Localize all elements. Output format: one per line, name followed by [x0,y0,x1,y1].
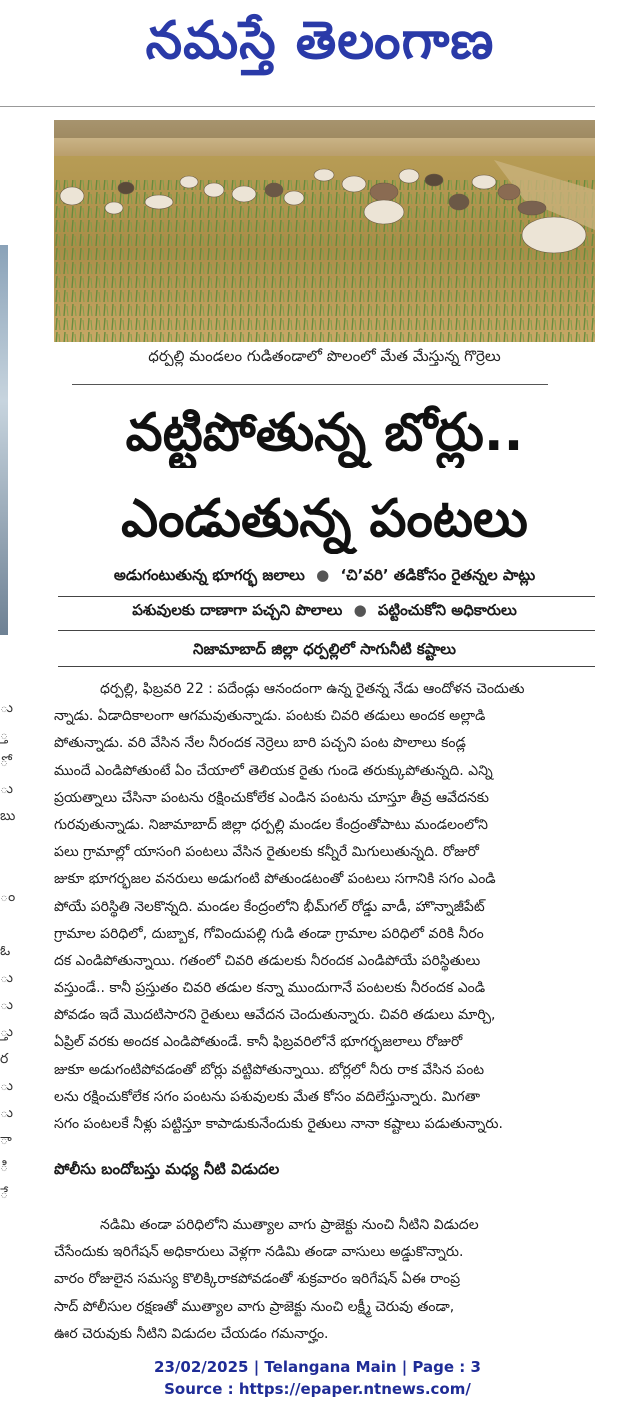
body-line: గురవుతున్నాడు. నిజామాబాద్ జిల్లా ధర్పల్లి మండల కేంద్రంతోపాటు మండలంలోని [54,816,488,833]
body-line: దక ఎండిపోతున్నాయి. గతంలో చివరి తడులకు నీరందక ఎండిపోయే పరిస్థితులు [54,952,481,969]
column-fragment: ో [0,754,9,770]
page-footer [0,1356,635,1400]
column-fragment: ా [0,1132,12,1148]
body-line: వస్తుండే.. కానీ ప్రస్తుతం చివరి తడుల కన్నా ముందుగానే పంటలకు నీరందక ఎండి [54,980,486,997]
column-fragment [0,916,12,943]
column-fragment: ు [0,1078,13,1094]
column-fragment: ు [0,1105,13,1121]
article-body [54,676,595,1138]
column-fragment: ి [0,1159,9,1175]
body-line: ముందే ఎండిపోతుంటే ఏం చేయాలో తెలియక రైతు గుండె తరుక్కుపోతున్నది. ఎన్ని [54,762,493,779]
article-photo [54,120,595,342]
body-line: పోయే పరిస్థితి నెలకొన్నది. మండల కేంద్రంలోని భీమ్‌గల్ రోడ్డు వాడీ, హొన్నాజీపేట్ [54,898,485,915]
subheading-row-2 [54,601,595,623]
body-line: చేసేందుకు ఇరిగేషన్ అధికారులు వెళ్లగా నడిమి తండా వాసులు అడ్డుకొన్నారు. [54,1244,464,1261]
body-line: ఊర చెరువుకు నీటిని విడుదల చేయడం గమనార్హం. [54,1325,329,1342]
bullet: ● [353,601,367,619]
body-line: ఏప్రిల్ వరకు అందక ఎండిపోతుండే. కానీ ఫిబ్రవరిలోనే భూగర్భజలాలు రోజురో [54,1034,463,1051]
masthead [0,0,635,100]
column-fragment: ు [0,781,13,797]
subheading-2a: పశువులకు దాణాగా పచ్చని పొలాలు [132,601,343,619]
column-fragment: ఓ [0,943,11,959]
column-fragment: ు [0,997,13,1013]
footer-source: Source : https://epaper.ntnews.com/ [164,1380,471,1398]
column-fragment: ు [0,700,13,716]
bullet: ● [316,566,330,584]
column-fragment [0,862,12,889]
body-line: ధర్పల్లి, ఫిబ్రవరి 22 : పదేండ్లు ఆనందంగా ఉన్న రైతన్న నేడు ఆందోళన చెందుతు [100,681,525,697]
headline-line-2: ఎండుతున్న పంటలు [121,489,528,549]
footer-date-page: 23/02/2025 | Telangana Main | Page : 3 [154,1358,481,1376]
column-fragment: ే [0,1186,9,1202]
column-fragment: బు [0,808,16,824]
adjacent-column-fragments [0,700,16,1213]
body-line: నడిమి తండా పరిధిలోని ముత్యాల వాగు ప్రాజెక్టు నుంచి నీటిని విడుదల [100,1217,479,1233]
kicker-line: నిజామాబాద్ జిల్లా ధర్పల్లిలో సాగునీటి కష్టాలు [192,640,456,658]
masthead-title: నమస్తే తెలంగాణ [145,11,495,71]
subheading-1b: ‘చి’వరి’ తడికోసం రైతన్నల పాట్లు [340,566,536,584]
body-line: సగం పంటలకే నీళ్లు పట్టిస్తూ కాపాడుకునేందుకు రైతులు నానా కష్టాలు పడుతున్నారు. [54,1116,503,1132]
body-line: జుకూ అడుగంటిపోవడంతో బోర్లు వట్టిపోతున్నాయి. బోర్లలో నీరు రాక వేసిన పంట [54,1061,485,1078]
body-line: వారం రోజులైన సమస్య కొలిక్కిరాకపోవడంతో శుక్రవారం ఇరిగేషన్ ఏఈ రాంప్ర [54,1271,461,1288]
body-line: పోవడం ఇదే మొదటిసారని రైతులు ఆవేదన చెందుతున్నారు. చివరి తడులు మార్చి, [54,1007,496,1024]
subheading-rule-1 [58,596,595,597]
kicker-rule [58,666,595,667]
column-fragment: ు [0,970,13,986]
body-line: న్నాడు. ఏడాదికాలంగా ఆగమవుతున్నాడు. పంటకు చివరి తడులు అందక అల్లాడి [54,708,486,725]
column-fragment [0,835,12,862]
photo-caption: ధర్పల్లి మండలం గుడితండాలో పొలంలో మేత మేస్తున్న గొర్రెలు [148,347,501,365]
body-line: పలు గ్రామాల్లో యాసంగి పంటలు వేసిన రైతులకు కన్నీరే మిగులుతున్నది. రోజురో [54,844,479,861]
body-line: లను రక్షించుకోలేక సగం పంటను పశువులకు మేత కోసం వదిలేస్తున్నారు. మిగతా [54,1088,481,1105]
body-line: పోతున్నాడు. వరి వేసిన నేల నీరందక నెర్రెలు బారి పచ్చని పంట పొలాలు కండ్ల [54,735,466,752]
photo-field-with-sheep [54,120,595,342]
subheading-1a: అడుగంటుతున్న భూగర్భ జలాలు [113,566,305,584]
body-line: జుకూ భూగర్భజల వనరులు అడుగంటి పోతుండటంతో పంటలు సగానికి సగం ఎండి [54,871,496,888]
body-line: సాద్ పోలీసుల రక్షణతో ముత్యాల వాగు ప్రాజెక్టు నుంచి లక్ష్మీ చెరువు తండా, [54,1298,455,1315]
body-line: ప్రయత్నాలు చేసినా పంటను రక్షించుకోలేక ఎండిన పంటను చూస్తూ తీవ్ర ఆవేదనకు [54,789,489,806]
column-fragment: ్త [0,727,9,743]
adjacent-article-photo-edge [0,245,8,635]
subheading-2b: పట్టించుకోని అధికారులు [377,601,517,619]
section-body [54,1212,595,1348]
subheading-row-1 [54,566,595,588]
section-heading: పోలీసు బందోబస్తు మధ్య నీటి విడుదల [54,1160,280,1178]
headline-line-1: వట్టిపోతున్న బోర్లు.. [125,403,524,463]
caption-rule [72,384,548,385]
header-rule [0,106,595,107]
subheading-rule-2 [58,630,595,631]
body-line: గ్రామాల పరిధిలో, దుబ్బాక, గోవిందుపల్లి గుడి తండా గ్రామాల పరిధిలో వరికి నీరం [54,925,484,942]
column-fragment: ్తు [0,1024,13,1040]
column-fragment: ర [0,1051,9,1067]
column-fragment: ం [0,889,16,905]
